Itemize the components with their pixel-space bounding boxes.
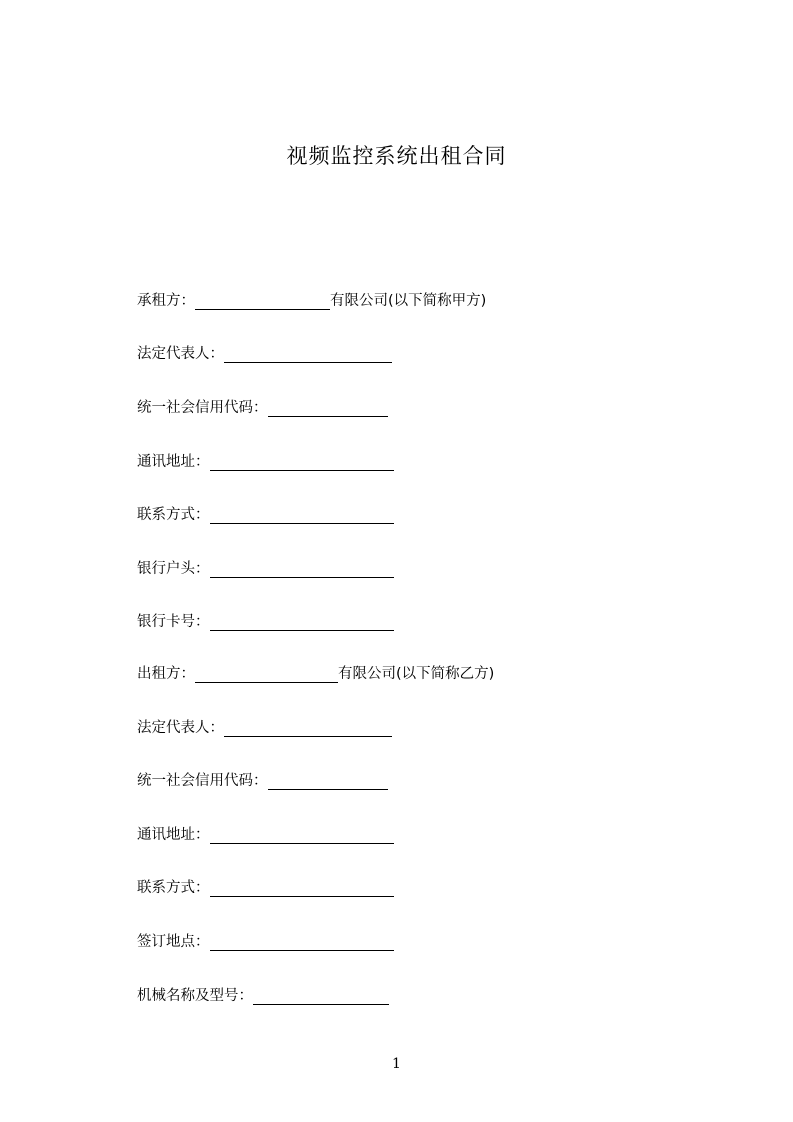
lessee-credit-code-field [137,396,388,418]
signing-place-label: 签订地点： [137,934,210,950]
lessee-contact-label: 联系方式： [137,507,210,523]
lessor-legal-rep-blank[interactable] [224,719,392,737]
lessee-contact-field [137,503,394,525]
lessee-legal-rep-field [137,342,392,364]
lessor-legal-rep-label: 法定代表人： [137,720,224,736]
lessee-bank-card-field [137,610,394,632]
signing-place-field [137,930,394,952]
lessor-credit-code-label: 统一社会信用代码： [137,773,268,789]
lessor-legal-rep-field [137,716,392,738]
page-number: 1 [392,1056,401,1072]
lessee-bank-card-blank[interactable] [210,613,394,631]
signing-place-blank[interactable] [210,933,394,951]
lessor-label: 出租方： [137,666,195,682]
lessee-company-field [137,289,486,311]
lessor-credit-code-field [137,769,388,791]
lessor-address-blank[interactable] [210,826,394,844]
lessor-credit-code-blank[interactable] [268,772,388,790]
lessee-address-label: 通讯地址： [137,454,210,470]
lessee-contact-blank[interactable] [210,506,394,524]
lessor-suffix: 有限公司(以下简称乙方) [338,666,495,682]
lessee-credit-code-blank[interactable] [268,399,388,417]
lessor-company-blank[interactable] [195,665,338,683]
lessee-company-blank[interactable] [195,292,330,310]
lessor-contact-blank[interactable] [210,879,394,897]
document-title: 视频监控系统出租合同 [286,144,507,168]
lessee-bank-card-label: 银行卡号： [137,614,210,630]
lessee-bank-account-name-field [137,557,394,579]
lessee-legal-rep-label: 法定代表人： [137,346,224,362]
lessor-contact-field [137,876,394,898]
machine-model-blank[interactable] [253,987,389,1005]
lessee-address-blank[interactable] [210,453,394,471]
lessee-credit-code-label: 统一社会信用代码： [137,400,268,416]
lessor-address-label: 通讯地址： [137,827,210,843]
lessor-company-field [137,662,494,684]
lessee-address-field [137,450,394,472]
machine-model-label: 机械名称及型号： [137,988,253,1004]
lessor-contact-label: 联系方式： [137,880,210,896]
lessor-address-field [137,823,394,845]
lessee-label: 承租方： [137,293,195,309]
lessee-bank-account-name-blank[interactable] [210,560,394,578]
lessee-bank-account-name-label: 银行户头： [137,561,210,577]
lessee-suffix: 有限公司(以下简称甲方) [330,293,487,309]
lessee-legal-rep-blank[interactable] [224,345,392,363]
machine-model-field [137,984,389,1006]
